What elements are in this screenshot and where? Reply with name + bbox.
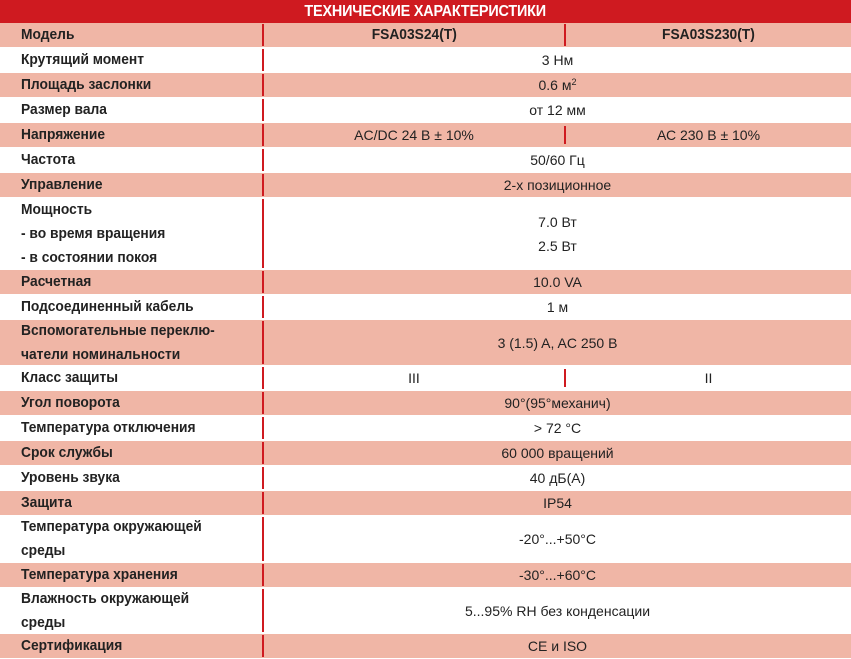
row-label [0, 123, 262, 147]
row-value-line: 10.0 VA [533, 274, 582, 290]
header-label: Модель [21, 26, 75, 43]
row-value [264, 198, 851, 269]
row-value [264, 270, 851, 294]
row-label-line: Срок службы [21, 444, 113, 461]
row-value [264, 148, 851, 172]
row-label-line: среды [21, 542, 66, 559]
row-value-line: -30°...+60°С [519, 567, 596, 583]
table-row [0, 516, 851, 563]
table-row [0, 634, 851, 659]
row-value-line: 2.5 Вт [538, 237, 577, 254]
row-label [0, 366, 262, 390]
row-label-line: Напряжение [21, 126, 106, 143]
table-row [0, 563, 851, 588]
row-label-line: Управление [21, 176, 103, 193]
row-label [0, 563, 262, 587]
row-value-line: IP54 [543, 495, 572, 511]
model-col1: FSA03S24(T) [371, 26, 457, 43]
table-row [0, 588, 851, 634]
row-value-line: III [408, 370, 420, 386]
row-value-line: СЕ и ISO [527, 638, 588, 654]
row-value-line: II [704, 370, 713, 386]
row-label-line: среды [21, 613, 66, 631]
row-value-line: от 12 мм [529, 102, 586, 118]
row-label-line: Уровень звука [21, 469, 120, 486]
row-label-line: Подсоединенный кабель [21, 298, 194, 315]
row-value-line: 40 дБ(А) [529, 470, 586, 486]
value-superscript: 2 [571, 77, 577, 87]
row-value-line: 90°(95°механич) [504, 395, 611, 411]
row-label [0, 491, 262, 515]
row-label-line: Размер вала [21, 101, 107, 118]
table-row [0, 416, 851, 441]
row-label-line: Угол поворота [21, 394, 120, 411]
row-value [264, 634, 851, 658]
row-label [0, 466, 262, 490]
row-value-col2 [566, 123, 851, 147]
model-col2: FSA03S230(T) [662, 26, 755, 43]
row-label [0, 416, 262, 440]
row-value-col2 [566, 366, 851, 390]
table-row [0, 320, 851, 366]
table-row [0, 491, 851, 516]
row-value [264, 295, 851, 319]
row-label-line: Сертификация [21, 637, 123, 654]
row-value-line: АС 230 В ± 10% [656, 127, 761, 143]
row-label [0, 320, 262, 365]
row-label-line: Защита [21, 494, 72, 511]
row-value-line: 2-х позиционное [503, 177, 612, 193]
row-value [264, 48, 851, 72]
row-value-line: 5...95% RH без конденсации [464, 602, 651, 619]
row-value [264, 416, 851, 440]
row-value-line: 60 000 вращений [501, 445, 614, 461]
row-value [264, 320, 851, 365]
row-value [264, 491, 851, 515]
row-value-line: AC/DC 24 В ± 10% [354, 127, 474, 143]
table-row [0, 73, 851, 98]
row-value-line: 1 м [546, 299, 569, 315]
row-value-col1 [264, 366, 564, 390]
row-label-line: - в состоянии покоя [21, 248, 158, 266]
row-label-line: - во время вращения [21, 224, 166, 242]
row-value [264, 441, 851, 465]
row-label-line: Влажность окружающей [21, 589, 190, 607]
row-value-line: 3 (1.5) A, AC 250 В [497, 334, 618, 351]
table-row [0, 466, 851, 491]
row-label-line: Вспомогательные переклю- [21, 321, 215, 339]
row-value [264, 516, 851, 562]
row-value [264, 563, 851, 587]
row-label [0, 73, 262, 97]
table-row [0, 270, 851, 295]
row-value [264, 98, 851, 122]
row-label [0, 634, 262, 658]
row-label-line: Температура хранения [21, 566, 178, 583]
table-row [0, 295, 851, 320]
header-row [0, 23, 851, 48]
row-value-line: -20°...+50°С [519, 531, 596, 547]
table-row [0, 48, 851, 73]
row-label [0, 98, 262, 122]
row-value-line: 3 Нм [541, 52, 574, 68]
row-label-line: Крутящий момент [21, 51, 145, 68]
table-row [0, 391, 851, 416]
row-value-col1 [264, 123, 564, 147]
row-label-line: Расчетная [21, 273, 92, 290]
table-row [0, 173, 851, 198]
table-row [0, 123, 851, 148]
row-value-line: 0.6 м [538, 77, 572, 93]
row-value [264, 391, 851, 415]
row-value-line: 7.0 Вт [538, 213, 577, 230]
row-value-line: > 72 °С [533, 420, 582, 436]
row-label-line: Температура отключения [21, 419, 196, 436]
table-title: ТЕХНИЧЕСКИЕ ХАРАКТЕРИСТИКИ [0, 0, 851, 23]
row-label-line: Класс защиты [21, 369, 119, 386]
row-label [0, 588, 262, 633]
row-value [264, 466, 851, 490]
table-row [0, 198, 851, 270]
row-label [0, 198, 262, 269]
table-row [0, 148, 851, 173]
spec-table [0, 23, 851, 659]
table-row [0, 98, 851, 123]
row-label [0, 391, 262, 415]
row-label-line: Частота [21, 151, 76, 168]
row-label-line: чатели номинальности [21, 345, 181, 363]
row-value-line: 50/60 Гц [530, 152, 585, 168]
row-label [0, 48, 262, 72]
row-label [0, 148, 262, 172]
row-label [0, 295, 262, 319]
row-label [0, 516, 262, 562]
table-row [0, 366, 851, 391]
row-label-line: Площадь заслонки [21, 76, 152, 93]
row-value [264, 588, 851, 633]
row-label [0, 173, 262, 197]
row-label-line: Мощность [21, 200, 93, 218]
row-value [264, 73, 851, 97]
row-value [264, 173, 851, 197]
row-label [0, 441, 262, 465]
row-label-line: Температура окружающей [21, 518, 202, 535]
table-row [0, 441, 851, 466]
row-label [0, 270, 262, 294]
